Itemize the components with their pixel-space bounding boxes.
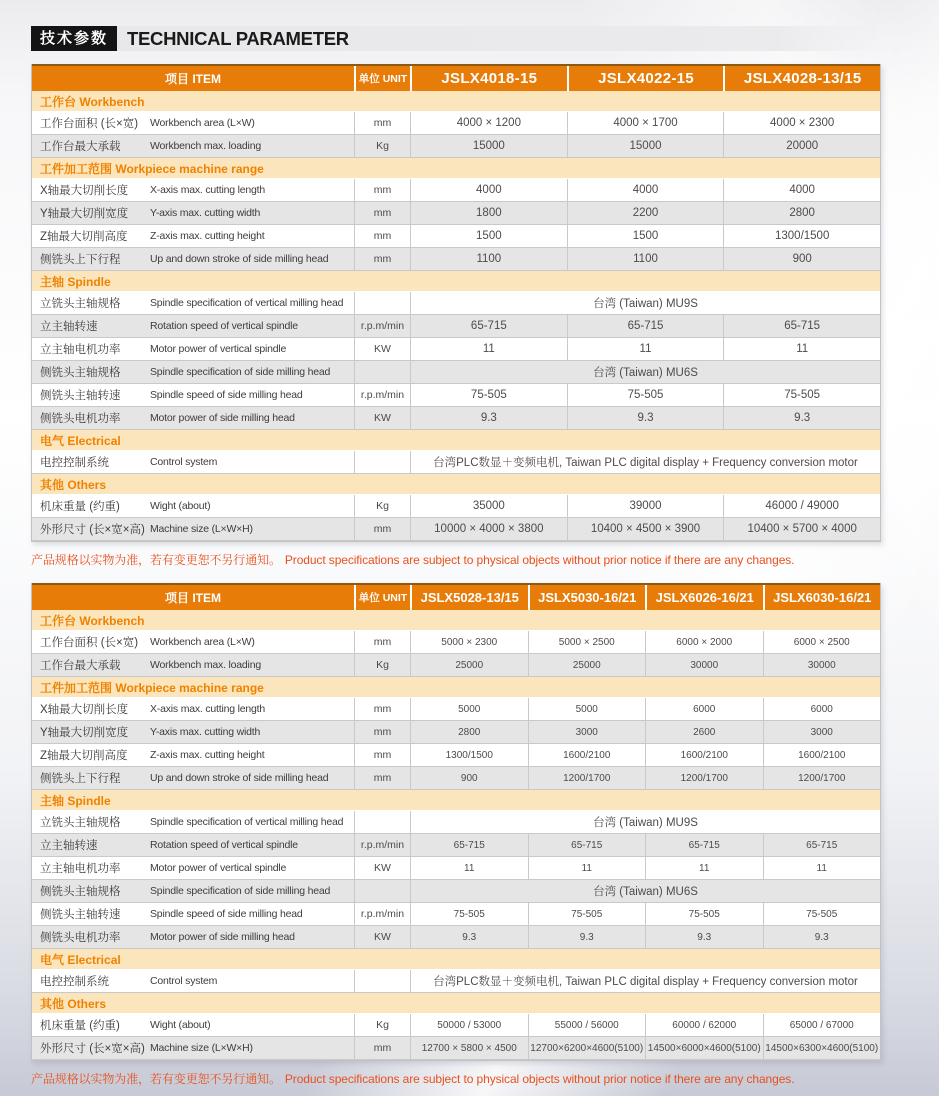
value-cell: 5000	[528, 698, 646, 720]
value-cell: 3000	[763, 721, 881, 743]
item-label-cn: 机床重量 (约重)	[40, 1020, 120, 1032]
item-label-en: Up and down stroke of side milling head	[150, 253, 329, 265]
unit-cell: r.p.m/min	[354, 384, 410, 406]
value-cell: 46000 / 49000	[723, 495, 880, 517]
value-cell: 30000	[763, 654, 881, 676]
item-label-en: Spindle specification of vertical milling head	[150, 297, 344, 309]
unit-cell: mm	[354, 767, 410, 789]
table-row	[32, 338, 880, 361]
value-cell: 65-715	[528, 834, 646, 856]
item-label-en: Spindle speed of side milling head	[150, 908, 303, 920]
value-cell: 9.3	[763, 926, 881, 948]
note-en: Product specifications are subject to physical objects without prior notice if there are any changes.	[284, 553, 795, 567]
item-label-cn: 机床重量 (约重)	[40, 501, 120, 513]
item-column-header: 项目 ITEM	[165, 72, 221, 86]
value-cell: 2800	[723, 202, 880, 224]
unit-cell	[354, 880, 410, 902]
value-cell: 6000 × 2000	[645, 631, 763, 653]
model-column-header: JSLX4018-15	[410, 66, 567, 91]
value-cell: 1100	[567, 248, 724, 270]
value-cell: 60000 / 62000	[645, 1014, 763, 1036]
value-cell: 1200/1700	[645, 767, 763, 789]
value-cell: 75-505	[410, 384, 567, 406]
value-cell: 900	[410, 767, 528, 789]
value-cell: 11	[763, 857, 881, 879]
value-span-cell: 台湾 (Taiwan) MU6S	[410, 880, 880, 902]
section-header-row: 其他 Others	[32, 474, 880, 495]
unit-cell: Kg	[354, 495, 410, 517]
model-column-header: JSLX6030-16/21	[763, 585, 881, 610]
unit-column-header: 单位 UNIT	[354, 66, 410, 91]
value-cell: 75-505	[723, 384, 880, 406]
value-cell: 75-505	[567, 384, 724, 406]
table-row	[32, 315, 880, 338]
item-label-cn: 电控控制系统	[40, 976, 109, 988]
value-cell: 1300/1500	[410, 744, 528, 766]
unit-cell	[354, 451, 410, 473]
section-header-row: 电气 Electrical	[32, 430, 880, 451]
value-cell: 9.3	[645, 926, 763, 948]
value-cell: 12700 × 5800 × 4500	[410, 1037, 528, 1059]
model-column-header: JSLX4022-15	[567, 66, 724, 91]
table-row	[32, 631, 880, 654]
unit-cell: mm	[354, 744, 410, 766]
item-label-cn: 侧铣头主轴规格	[40, 367, 121, 379]
value-cell: 900	[723, 248, 880, 270]
item-label-cn: 工作台面积 (长×宽)	[40, 637, 139, 649]
item-label-en: Spindle specification of side milling head	[150, 366, 331, 378]
item-label-en: Motor power of side milling head	[150, 412, 295, 424]
item-label-en: Rotation speed of vertical spindle	[150, 320, 298, 332]
value-cell: 1200/1700	[528, 767, 646, 789]
item-label-en: Wight (about)	[150, 500, 211, 512]
table-row	[32, 407, 880, 430]
table-row	[32, 248, 880, 271]
item-label-en: Rotation speed of vertical spindle	[150, 839, 298, 851]
item-label-cn: Y轴最大切削宽度	[40, 727, 129, 739]
unit-cell: r.p.m/min	[354, 834, 410, 856]
item-label-cn: 电控控制系统	[40, 457, 109, 469]
note-cn: 产品规格以实物为准，若有变更恕不另行通知。	[31, 553, 281, 567]
item-label-en: Motor power of vertical spindle	[150, 343, 287, 355]
unit-cell: Kg	[354, 135, 410, 157]
value-cell: 5000 × 2500	[528, 631, 646, 653]
value-cell: 20000	[723, 135, 880, 157]
item-label-cn: X轴最大切削长度	[40, 704, 129, 716]
item-label-en: X-axis max. cutting length	[150, 703, 266, 715]
value-cell: 75-505	[410, 903, 528, 925]
item-label-cn: 侧铣头电机功率	[40, 932, 121, 944]
spec-note	[31, 551, 939, 568]
value-cell: 75-505	[763, 903, 881, 925]
item-label-en: Workbench max. loading	[150, 140, 261, 152]
unit-cell: mm	[354, 721, 410, 743]
item-label-cn: 立主轴转速	[40, 321, 98, 333]
value-cell: 11	[410, 338, 567, 360]
model-column-header: JSLX5028-13/15	[410, 585, 528, 610]
section-header-row: 工件加工范围 Workpiece machine range	[32, 677, 880, 698]
value-cell: 10400 × 5700 × 4000	[723, 518, 880, 540]
value-cell: 1600/2100	[528, 744, 646, 766]
value-cell: 1200/1700	[763, 767, 881, 789]
item-label-cn: 外形尺寸 (长×宽×高)	[40, 1043, 145, 1055]
item-label-cn: 工作台最大承载	[40, 141, 121, 153]
table-row	[32, 970, 880, 993]
value-cell: 25000	[528, 654, 646, 676]
note-en: Product specifications are subject to physical objects without prior notice if there are any changes.	[284, 1072, 795, 1086]
value-cell: 3000	[528, 721, 646, 743]
value-cell: 4000 × 2300	[723, 112, 880, 134]
table-row	[32, 1037, 880, 1060]
unit-cell: mm	[354, 225, 410, 247]
model-column-header: JSLX6026-16/21	[645, 585, 763, 610]
item-label-cn: 立铣头主轴规格	[40, 817, 121, 829]
item-label-en: Machine size (L×W×H)	[150, 1042, 253, 1054]
value-cell: 65-715	[645, 834, 763, 856]
value-cell: 25000	[410, 654, 528, 676]
value-cell: 6000 × 2500	[763, 631, 881, 653]
value-cell: 4000 × 1200	[410, 112, 567, 134]
value-span-cell: 台湾 (Taiwan) MU9S	[410, 292, 880, 314]
table-row	[32, 202, 880, 225]
item-label-en: Control system	[150, 456, 218, 468]
value-cell: 65-715	[410, 315, 567, 337]
table-row	[32, 880, 880, 903]
value-cell: 12700×6200×4600(5100)	[528, 1037, 646, 1059]
note-cn: 产品规格以实物为准，若有变更恕不另行通知。	[31, 1072, 281, 1086]
unit-cell: mm	[354, 631, 410, 653]
table-row	[32, 721, 880, 744]
spec-table	[31, 64, 881, 542]
unit-cell: r.p.m/min	[354, 315, 410, 337]
item-label-cn: 侧铣头上下行程	[40, 254, 121, 266]
item-label-en: Wight (about)	[150, 1019, 211, 1031]
title-tag-cn: 技术参数	[31, 26, 117, 51]
table-header-row	[32, 583, 880, 610]
unit-cell: mm	[354, 1037, 410, 1059]
item-label-cn: 立铣头主轴规格	[40, 298, 121, 310]
value-cell: 35000	[410, 495, 567, 517]
value-cell: 1300/1500	[723, 225, 880, 247]
table-row	[32, 767, 880, 790]
table-row	[32, 698, 880, 721]
item-label-cn: 外形尺寸 (长×宽×高)	[40, 524, 145, 536]
section-header-row: 工件加工范围 Workpiece machine range	[32, 158, 880, 179]
item-label-en: Workbench max. loading	[150, 659, 261, 671]
section-header-row: 工作台 Workbench	[32, 610, 880, 631]
item-label-cn: 立主轴转速	[40, 840, 98, 852]
value-cell: 11	[410, 857, 528, 879]
value-cell: 65000 / 67000	[763, 1014, 881, 1036]
unit-cell: mm	[354, 202, 410, 224]
value-cell: 2600	[645, 721, 763, 743]
value-cell: 14500×6000×4600(5100)	[645, 1037, 763, 1059]
value-cell: 2800	[410, 721, 528, 743]
page-title	[31, 26, 880, 51]
value-cell: 6000	[763, 698, 881, 720]
value-cell: 6000	[645, 698, 763, 720]
value-cell: 14500×6300×4600(5100)	[763, 1037, 881, 1059]
item-label-en: Motor power of vertical spindle	[150, 862, 287, 874]
unit-cell: mm	[354, 698, 410, 720]
value-cell: 1500	[410, 225, 567, 247]
item-label-cn: 工作台面积 (长×宽)	[40, 118, 139, 130]
title-tag-en: TECHNICAL PARAMETER	[127, 27, 349, 49]
value-cell: 50000 / 53000	[410, 1014, 528, 1036]
unit-cell: mm	[354, 179, 410, 201]
value-cell: 5000 × 2300	[410, 631, 528, 653]
value-cell: 1500	[567, 225, 724, 247]
item-label-cn: 工作台最大承载	[40, 660, 121, 672]
item-label-en: Spindle specification of side milling head	[150, 885, 331, 897]
item-label-en: Control system	[150, 975, 218, 987]
item-label-en: Workbench area (L×W)	[150, 636, 255, 648]
tables-host	[0, 64, 939, 1096]
table-row	[32, 495, 880, 518]
table-row	[32, 744, 880, 767]
item-label-en: Spindle speed of side milling head	[150, 389, 303, 401]
value-cell: 9.3	[723, 407, 880, 429]
section-header-row: 主轴 Spindle	[32, 790, 880, 811]
item-label-en: Machine size (L×W×H)	[150, 523, 253, 535]
unit-cell: mm	[354, 248, 410, 270]
value-cell: 15000	[410, 135, 567, 157]
unit-cell	[354, 811, 410, 833]
table-row	[32, 811, 880, 834]
table-row	[32, 518, 880, 541]
value-span-cell: 台湾 (Taiwan) MU6S	[410, 361, 880, 383]
table-row	[32, 135, 880, 158]
value-cell: 10000 × 4000 × 3800	[410, 518, 567, 540]
value-cell: 55000 / 56000	[528, 1014, 646, 1036]
value-cell: 9.3	[410, 407, 567, 429]
value-cell: 2200	[567, 202, 724, 224]
value-cell: 11	[645, 857, 763, 879]
item-label-en: X-axis max. cutting length	[150, 184, 266, 196]
value-cell: 4000	[723, 179, 880, 201]
table-row	[32, 654, 880, 677]
item-label-cn: Z轴最大切削高度	[40, 750, 128, 762]
item-column-header: 项目 ITEM	[165, 591, 221, 605]
unit-cell: KW	[354, 338, 410, 360]
value-cell: 11	[723, 338, 880, 360]
unit-cell	[354, 292, 410, 314]
section-header-row: 工作台 Workbench	[32, 91, 880, 112]
unit-cell: r.p.m/min	[354, 903, 410, 925]
item-label-cn: 侧铣头主轴转速	[40, 909, 121, 921]
value-cell: 1100	[410, 248, 567, 270]
value-span-cell: 台湾PLC数显＋变频电机, Taiwan PLC digital display + Frequency conversion motor	[410, 970, 880, 992]
table-row	[32, 384, 880, 407]
value-cell: 75-505	[645, 903, 763, 925]
value-cell: 10400 × 4500 × 3900	[567, 518, 724, 540]
value-cell: 65-715	[410, 834, 528, 856]
unit-cell: KW	[354, 407, 410, 429]
item-label-cn: 侧铣头主轴规格	[40, 886, 121, 898]
item-label-cn: 侧铣头主轴转速	[40, 390, 121, 402]
item-label-cn: 侧铣头电机功率	[40, 413, 121, 425]
item-label-cn: 立主轴电机功率	[40, 344, 121, 356]
table-row	[32, 225, 880, 248]
item-label-cn: 立主轴电机功率	[40, 863, 121, 875]
model-column-header: JSLX4028-13/15	[723, 66, 880, 91]
section-header-row: 电气 Electrical	[32, 949, 880, 970]
item-label-en: Spindle specification of vertical milling head	[150, 816, 344, 828]
item-label-en: Z-axis max. cutting height	[150, 230, 265, 242]
table-row	[32, 292, 880, 315]
table-row	[32, 903, 880, 926]
value-cell: 1600/2100	[645, 744, 763, 766]
value-cell: 1600/2100	[763, 744, 881, 766]
table-row	[32, 857, 880, 880]
value-cell: 75-505	[528, 903, 646, 925]
item-label-en: Y-axis max. cutting width	[150, 207, 261, 219]
item-label-en: Up and down stroke of side milling head	[150, 772, 329, 784]
value-cell: 5000	[410, 698, 528, 720]
value-cell: 9.3	[528, 926, 646, 948]
table-row	[32, 1014, 880, 1037]
unit-cell: Kg	[354, 1014, 410, 1036]
unit-cell: Kg	[354, 654, 410, 676]
value-span-cell: 台湾PLC数显＋变频电机, Taiwan PLC digital display + Frequency conversion motor	[410, 451, 880, 473]
table-row	[32, 451, 880, 474]
value-cell: 11	[528, 857, 646, 879]
table-row	[32, 112, 880, 135]
table-header-row	[32, 64, 880, 91]
spec-table	[31, 583, 881, 1061]
value-cell: 65-715	[567, 315, 724, 337]
value-cell: 30000	[645, 654, 763, 676]
unit-cell: mm	[354, 112, 410, 134]
value-cell: 1800	[410, 202, 567, 224]
model-column-header: JSLX5030-16/21	[528, 585, 646, 610]
section-header-row: 主轴 Spindle	[32, 271, 880, 292]
table-row	[32, 361, 880, 384]
item-label-cn: Z轴最大切削高度	[40, 231, 128, 243]
section-header-row: 其他 Others	[32, 993, 880, 1014]
item-label-en: Y-axis max. cutting width	[150, 726, 261, 738]
item-label-cn: Y轴最大切削宽度	[40, 208, 129, 220]
value-cell: 65-715	[763, 834, 881, 856]
value-cell: 9.3	[410, 926, 528, 948]
unit-cell: mm	[354, 518, 410, 540]
table-row	[32, 926, 880, 949]
unit-cell: KW	[354, 926, 410, 948]
table-row	[32, 834, 880, 857]
value-cell: 65-715	[723, 315, 880, 337]
unit-column-header: 单位 UNIT	[354, 585, 410, 610]
item-label-en: Workbench area (L×W)	[150, 117, 255, 129]
item-label-cn: X轴最大切削长度	[40, 185, 129, 197]
item-label-en: Motor power of side milling head	[150, 931, 295, 943]
unit-cell: KW	[354, 857, 410, 879]
value-cell: 11	[567, 338, 724, 360]
item-label-en: Z-axis max. cutting height	[150, 749, 265, 761]
value-cell: 4000	[567, 179, 724, 201]
value-span-cell: 台湾 (Taiwan) MU9S	[410, 811, 880, 833]
unit-cell	[354, 970, 410, 992]
value-cell: 4000 × 1700	[567, 112, 724, 134]
value-cell: 15000	[567, 135, 724, 157]
spec-note	[31, 1070, 939, 1087]
value-cell: 39000	[567, 495, 724, 517]
item-label-cn: 侧铣头上下行程	[40, 773, 121, 785]
value-cell: 4000	[410, 179, 567, 201]
unit-cell	[354, 361, 410, 383]
value-cell: 9.3	[567, 407, 724, 429]
table-row	[32, 179, 880, 202]
